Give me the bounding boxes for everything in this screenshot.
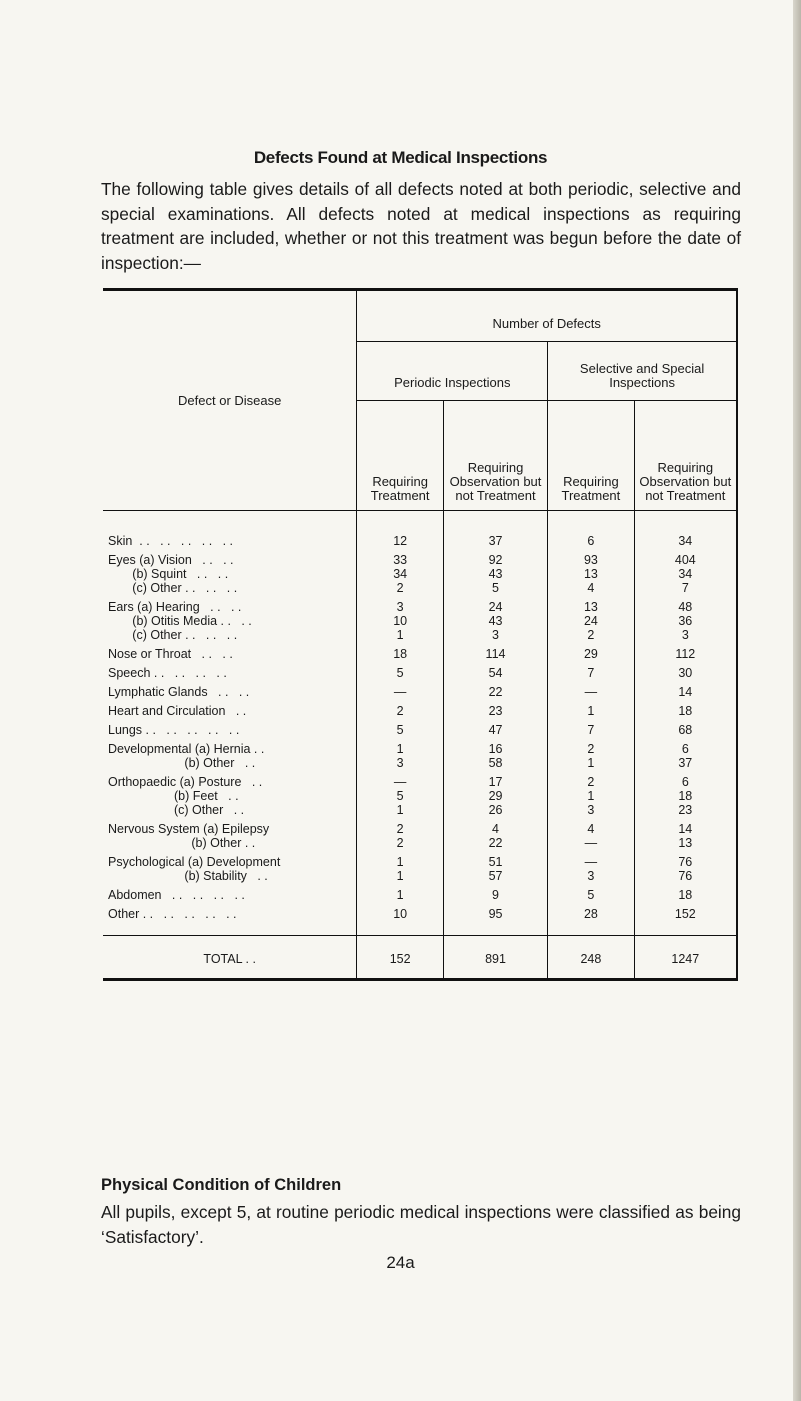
defect-label-line: Other . . . . . . . . . . — [108, 907, 237, 921]
value: 14 — [678, 685, 693, 699]
defect-label-line: (b) Other . . — [108, 836, 256, 850]
defect-label-line: (b) Other . . — [108, 756, 256, 770]
defect-label-line: Abdomen . . . . . . . . — [108, 888, 245, 902]
defect-label-line: (b) Otitis Media . . . . — [108, 614, 252, 628]
header-selective-special-inspections: Selective and Special Inspections — [548, 342, 737, 401]
defect-label-line: Developmental (a) Hernia . . — [108, 742, 265, 756]
value: 4 — [587, 581, 595, 595]
value-cell — [357, 548, 443, 595]
total-label: TOTAL . . — [103, 936, 357, 980]
value-cell — [634, 770, 737, 817]
value-cell — [634, 737, 737, 770]
value: 18 — [393, 647, 408, 661]
value-cell — [548, 595, 634, 642]
value-cell — [548, 850, 634, 883]
value-cell — [443, 699, 547, 718]
value: 9 — [492, 888, 499, 902]
value-cell — [548, 642, 634, 661]
total-row — [103, 936, 737, 980]
value: 12 — [393, 534, 408, 548]
value: 152 — [674, 907, 696, 921]
value-cell — [357, 902, 443, 921]
defect-label-line: (b) Stability . . — [108, 869, 268, 883]
value: 1 — [396, 803, 404, 817]
value-cell — [548, 737, 634, 770]
value-cell — [548, 718, 634, 737]
defect-label-line: Psychological (a) Development — [108, 855, 281, 869]
defect-label — [103, 661, 357, 680]
value: 36 — [678, 614, 693, 628]
table-row — [103, 737, 737, 770]
value: 13 — [678, 836, 693, 850]
defect-label-line: Nose or Throat . . . . — [108, 647, 233, 661]
value-cell — [357, 770, 443, 817]
value: 68 — [678, 723, 693, 737]
value-cell — [443, 902, 547, 921]
value: 58 — [488, 756, 503, 770]
defect-label-line: (c) Other . . . . . . — [108, 581, 238, 595]
defect-label-line: (c) Other . . — [108, 803, 245, 817]
value: 33 — [393, 553, 408, 567]
value-cell — [548, 902, 634, 921]
value: 3 — [492, 628, 499, 642]
table-row — [103, 511, 737, 549]
defect-label-line: Lungs . . . . . . . . . . — [108, 723, 240, 737]
value: 3 — [396, 600, 404, 614]
value-cell — [357, 661, 443, 680]
value-cell — [548, 680, 634, 699]
value-cell — [548, 699, 634, 718]
value-cell — [443, 680, 547, 699]
total-periodic-treatment: 152 — [357, 936, 443, 980]
value: 57 — [488, 869, 503, 883]
value-cell — [634, 699, 737, 718]
defects-table-body — [103, 511, 737, 936]
value-cell — [443, 661, 547, 680]
value: 6 — [681, 742, 689, 756]
value: 18 — [678, 789, 693, 803]
table-row — [103, 902, 737, 921]
table-row — [103, 661, 737, 680]
table-row — [103, 680, 737, 699]
value: 2 — [587, 628, 595, 642]
value: 22 — [488, 836, 503, 850]
value-cell — [634, 642, 737, 661]
defect-label-line: Nervous System (a) Epilepsy — [108, 822, 270, 836]
value-cell — [548, 511, 634, 549]
value: 2 — [396, 581, 404, 595]
value: 17 — [488, 775, 503, 789]
value-cell — [357, 595, 443, 642]
value-cell — [548, 548, 634, 595]
value-cell — [443, 817, 547, 850]
value-cell — [357, 737, 443, 770]
value: — — [584, 855, 598, 869]
header-defect-or-disease: Defect or Disease — [103, 290, 357, 511]
header-selective-requiring-treatment: Requiring Treatment — [548, 401, 634, 511]
value: 1 — [396, 628, 404, 642]
value: 34 — [678, 567, 693, 581]
value: 3 — [396, 756, 404, 770]
value: 2 — [587, 775, 595, 789]
value: 1 — [396, 869, 404, 883]
value: 43 — [488, 567, 503, 581]
table-row — [103, 699, 737, 718]
value-cell — [548, 661, 634, 680]
value: 14 — [678, 822, 693, 836]
value: 37 — [488, 534, 503, 548]
spacer-cell — [443, 921, 547, 936]
value: 54 — [488, 666, 503, 680]
value: 76 — [678, 855, 693, 869]
value: 5 — [396, 666, 404, 680]
value: 2 — [396, 704, 404, 718]
spacer-cell — [634, 921, 737, 936]
value: 3 — [587, 869, 595, 883]
defect-label-line: (c) Other . . . . . . — [108, 628, 238, 642]
value: 51 — [488, 855, 503, 869]
value: 4 — [587, 822, 595, 836]
value: 93 — [583, 553, 598, 567]
header-periodic-inspections: Periodic Inspections — [357, 342, 548, 401]
defect-label — [103, 511, 357, 549]
total-periodic-observation: 891 — [443, 936, 547, 980]
value: 1 — [587, 704, 595, 718]
value: 7 — [587, 723, 595, 737]
value: 3 — [587, 803, 595, 817]
value-cell — [357, 511, 443, 549]
spacer-cell — [357, 921, 443, 936]
value: 47 — [488, 723, 503, 737]
value-cell — [548, 883, 634, 902]
value: 7 — [587, 666, 595, 680]
value-cell — [357, 718, 443, 737]
value: 95 — [488, 907, 503, 921]
value: 92 — [488, 553, 503, 567]
defect-label — [103, 548, 357, 595]
value: 404 — [674, 553, 696, 567]
value: 13 — [583, 567, 598, 581]
value: 18 — [678, 704, 693, 718]
defect-label-line: Ears (a) Hearing . . . . — [108, 600, 242, 614]
header-number-of-defects: Number of Defects — [357, 290, 737, 342]
value-cell — [443, 718, 547, 737]
value: 1 — [396, 888, 404, 902]
value: 34 — [678, 534, 693, 548]
value: — — [393, 685, 407, 699]
defect-label-line: Skin . . . . . . . . . . — [108, 534, 234, 548]
value: 16 — [488, 742, 503, 756]
header-selective-requiring-observation: Requiring Observation but not Treatment — [634, 401, 737, 511]
defect-label-line: Eyes (a) Vision . . . . — [108, 553, 234, 567]
value: 3 — [681, 628, 689, 642]
value: 29 — [583, 647, 598, 661]
value: 5 — [396, 789, 404, 803]
value: 1 — [396, 742, 404, 756]
value: 1 — [396, 855, 404, 869]
value: 34 — [393, 567, 408, 581]
value-cell — [634, 718, 737, 737]
value-cell — [443, 850, 547, 883]
value: 43 — [488, 614, 503, 628]
spacer-cell — [103, 921, 357, 936]
spacer-row — [103, 921, 737, 936]
defects-table — [103, 288, 738, 981]
defect-label-line: Lymphatic Glands . . . . — [108, 685, 250, 699]
value: 29 — [488, 789, 503, 803]
table-row — [103, 718, 737, 737]
total-selective-observation: 1247 — [634, 936, 737, 980]
value-cell — [634, 511, 737, 549]
value: 2 — [587, 742, 595, 756]
value: 4 — [492, 822, 499, 836]
defect-label-line: Speech . . . . . . . . — [108, 666, 227, 680]
value-cell — [548, 817, 634, 850]
value: 5 — [587, 888, 595, 902]
intro-paragraph: The following table gives details of all defects noted at both periodic, selective and special examinations. All defects noted at medical inspections as requiring treatment are included, whether or not this treatment was begun before the date of inspection:— — [101, 179, 741, 273]
value-cell — [443, 883, 547, 902]
header-periodic-requiring-treatment: Requiring Treatment — [357, 401, 443, 511]
value-cell — [443, 642, 547, 661]
value-cell — [357, 699, 443, 718]
value: 114 — [485, 647, 506, 661]
page-number: 24a — [386, 1253, 415, 1272]
value: 18 — [678, 888, 693, 902]
section-title-physical-condition: Physical Condition of Children — [101, 1176, 342, 1194]
value-cell — [357, 883, 443, 902]
value-cell — [634, 817, 737, 850]
defect-label — [103, 770, 357, 817]
value: 23 — [678, 803, 693, 817]
value: 1 — [587, 756, 595, 770]
value: 24 — [488, 600, 503, 614]
defect-label — [103, 595, 357, 642]
value: — — [584, 685, 598, 699]
value: 24 — [583, 614, 598, 628]
defect-label — [103, 883, 357, 902]
table-row — [103, 595, 737, 642]
value-cell — [357, 817, 443, 850]
value: 23 — [488, 704, 503, 718]
defect-label-line: Heart and Circulation . . — [108, 704, 247, 718]
value-cell — [443, 737, 547, 770]
value-cell — [634, 661, 737, 680]
defect-label — [103, 642, 357, 661]
value: — — [584, 836, 598, 850]
value: 28 — [583, 907, 598, 921]
value: 5 — [396, 723, 404, 737]
defect-label — [103, 718, 357, 737]
table-row — [103, 770, 737, 817]
value: 30 — [678, 666, 693, 680]
value-cell — [357, 680, 443, 699]
value-cell — [634, 902, 737, 921]
table-row — [103, 817, 737, 850]
defect-label — [103, 902, 357, 921]
value: 2 — [396, 836, 404, 850]
value-cell — [357, 850, 443, 883]
total-selective-treatment: 248 — [548, 936, 634, 980]
value: 7 — [681, 581, 689, 595]
physical-condition-paragraph: All pupils, except 5, at routine periodic medical inspections were classified as being ‘Satisfactory’. — [101, 1202, 741, 1247]
value-cell — [634, 548, 737, 595]
value-cell — [443, 595, 547, 642]
defect-label — [103, 817, 357, 850]
defect-label — [103, 699, 357, 718]
value-cell — [443, 511, 547, 549]
defect-label — [103, 680, 357, 699]
spacer-cell — [548, 921, 634, 936]
page-title: Defects Found at Medical Inspections — [253, 148, 548, 167]
value: 10 — [393, 907, 408, 921]
value: 2 — [396, 822, 404, 836]
table-row — [103, 850, 737, 883]
defect-label — [103, 737, 357, 770]
value: 6 — [587, 534, 595, 548]
header-periodic-requiring-observation: Requiring Observation but not Treatment — [443, 401, 547, 511]
value-cell — [634, 595, 737, 642]
value: 48 — [678, 600, 693, 614]
value-cell — [634, 883, 737, 902]
table-row — [103, 642, 737, 661]
value-cell — [634, 680, 737, 699]
page-edge-shadow — [793, 0, 801, 1401]
value: 6 — [681, 775, 689, 789]
value-cell — [634, 850, 737, 883]
value: 26 — [488, 803, 503, 817]
value-cell — [548, 770, 634, 817]
defect-label-line: Orthopaedic (a) Posture . . — [108, 775, 263, 789]
table-row — [103, 883, 737, 902]
value: 13 — [583, 600, 598, 614]
value-cell — [357, 642, 443, 661]
defect-label-line: (b) Feet . . — [108, 789, 239, 803]
value: 5 — [492, 581, 499, 595]
value: — — [393, 775, 407, 789]
defect-label-line: (b) Squint . . . . — [108, 567, 229, 581]
value: 22 — [488, 685, 503, 699]
value: 37 — [678, 756, 693, 770]
value-cell — [443, 770, 547, 817]
value: 76 — [678, 869, 693, 883]
value-cell — [443, 548, 547, 595]
value: 1 — [587, 789, 595, 803]
defect-label — [103, 850, 357, 883]
value: 10 — [393, 614, 408, 628]
value: 112 — [675, 647, 696, 661]
table-row — [103, 548, 737, 595]
